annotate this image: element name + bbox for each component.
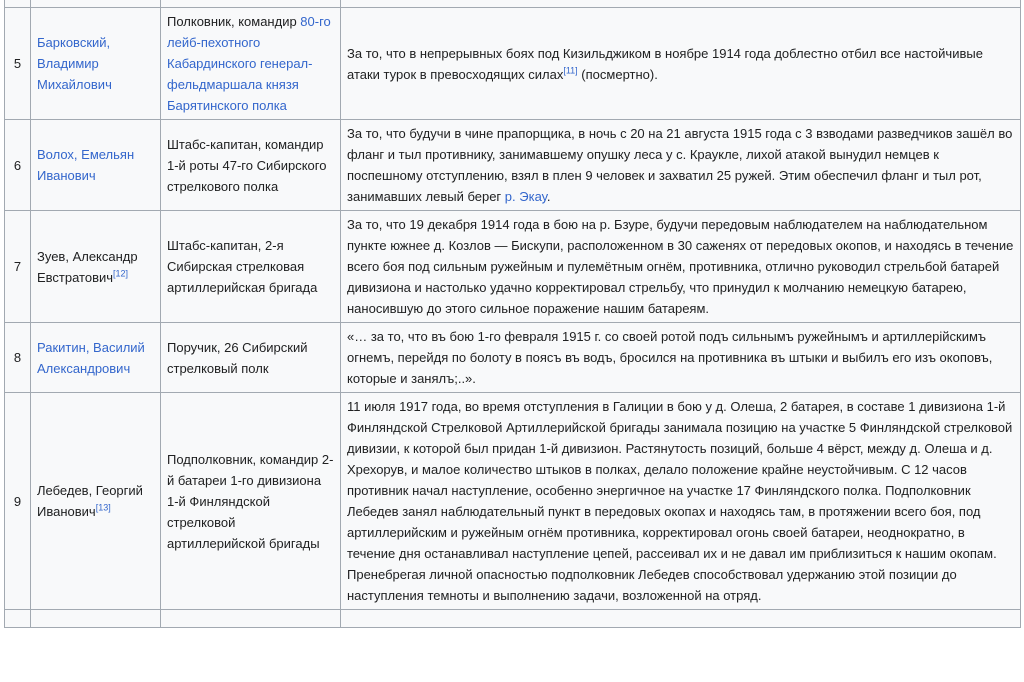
table-row	[5, 323, 1021, 393]
award-reason-cell	[341, 393, 1021, 610]
award-text: 11 июля 1917 года, во время отступления в Галиции в бою у д. Олеша, 2 батарея, в составе 1 дивизиона 1-й Финляндской Стрелковой Артиллерийской бригады занимала позицию на участке 5 Финляндской стрелковой дивизии, к которой был придан 1-й дивизион. Растянутость позиций, больше 4 вёрст, между д. Олеша и д. Хрехорув, и малое количество штыков в полках, делало положение крайне неустойчивым. С 12 часов противник начал наступление, особенно энергичное на участке 17 Финляндского полка. Подполковник Лебедев занял наблюдательный пункт в передовых окопах и находясь там, в протяжении всего боя, под артиллерийским и ружейным огнём противника, корректировал огонь своей батареи, неоднократно, в течение дня останавливал наступление цепей, рассеивал их и не давал им приблизиться к нашим окопам. Пренебрегая личной опасностью подполковник Лебедев способствовал удержанию этой позиции до наступления темноты и выполнению задачи, возложенной на отряд.	[347, 399, 1013, 603]
person-name-cell	[31, 610, 161, 628]
award-text: За то, что будучи в чине прапорщика, в ночь с 20 на 21 августа 1915 года с 3 взводами разведчиков зашёл во фланг и тыл противнику, занимавшему опушку леса у с. Краукле, лихой атакой вынудил немцев к поспешному отступлению, взял в плен 9 человек и захватил 25 ружей. Этим обеспечил фланг и тыл рот, занимавших левый берег	[347, 126, 1013, 204]
rank-text: Полковник, командир	[167, 14, 301, 29]
rank-cell	[161, 393, 341, 610]
award-text: За то, что в непрерывных боях под Кизильджиком в ноябре 1914 года доблестно отбил все настойчивые атаки турок в превосходящих силах	[347, 45, 983, 82]
rank-text: Штабс-капитан, командир 1-й роты 47-го Сибирского стрелкового полка	[167, 136, 327, 194]
awards-table	[4, 0, 1021, 628]
river-link[interactable]: р. Экау	[504, 189, 547, 204]
person-name-cell	[31, 393, 161, 610]
person-name-link[interactable]: Волох, Емельян Иванович	[37, 147, 135, 183]
award-reason-cell	[341, 8, 1021, 120]
award-text: (посмертно).	[577, 66, 658, 82]
rank-cell	[161, 211, 341, 323]
row-number: 5	[5, 8, 31, 120]
reference-link[interactable]: [13]	[95, 502, 111, 513]
person-name-cell	[31, 0, 161, 8]
rank-cell	[161, 8, 341, 120]
person-name-link[interactable]: Ракитин, Василий Александрович	[37, 339, 145, 376]
award-reason-cell	[341, 610, 1021, 628]
award-reason-cell	[341, 323, 1021, 393]
row-number: 9	[5, 393, 31, 610]
awards-table-body	[5, 0, 1021, 628]
person-name-cell[interactable]	[31, 323, 161, 393]
table-row	[5, 393, 1021, 610]
rank-text: Штабс-капитан, 2-я Сибирская стрелковая артиллерийская бригада	[167, 238, 318, 295]
person-name-cell[interactable]	[31, 120, 161, 211]
rank-cell	[161, 0, 341, 8]
award-reason-cell	[341, 0, 1021, 8]
row-number: 7	[5, 211, 31, 323]
reference-link[interactable]: [12]	[113, 268, 129, 279]
rank-cell	[161, 120, 341, 211]
rank-cell	[161, 610, 341, 628]
award-text: «… за то, что въ бою 1-го февраля 1915 г. со своей ротой подъ сильнымъ ружейнымъ и артиллерійскимъ огнемъ, перейдя по болоту в поясъ въ водъ, бросился на противника въ штыки и выбилъ его изъ окоповъ, которые и занялъ;..».	[347, 329, 993, 386]
award-text: .	[546, 189, 551, 204]
award-text: За то, что 19 декабря 1914 года в бою на р. Бзуре, будучи передовым наблюдателем на наблюдательном пункте южнее д. Козлов — Бискупи, расположенном в 30 саженях от передовых окопов, и находясь в течение всего боя под сильным ружейным и пулемётным огнём, противника, отлично руководил стрельбой батарей дивизиона и настолько удачно корректировал стрельбу, что принудил к молчанию немецкую батарею, наносившую до этого сильное поражение нашим батареям.	[347, 217, 1014, 316]
unit-link[interactable]: 80-го лейб-пехотного Кабардинского генерал-фельдмаршала князя Барятинского полка	[167, 14, 331, 113]
person-name-cell[interactable]	[31, 8, 161, 120]
table-row	[5, 8, 1021, 120]
rank-text: Поручик, 26 Сибирский стрелковый полк	[167, 339, 308, 376]
rank-text: Подполковник, командир 2-й батареи 1-го дивизиона 1-й Финляндской стрелковой артиллерийской бригады	[167, 451, 334, 551]
row-number	[5, 610, 31, 628]
person-name: Зуев, Александр Евстратович	[37, 248, 138, 285]
table-row	[5, 0, 1021, 8]
reference-link[interactable]: [11]	[563, 65, 578, 76]
table-row	[5, 610, 1021, 628]
table-row	[5, 120, 1021, 211]
person-name-link[interactable]: Барковский, Владимир Михайлович	[37, 35, 112, 92]
award-reason-cell	[341, 211, 1021, 323]
row-number: 8	[5, 323, 31, 393]
row-number	[5, 0, 31, 8]
person-name-cell	[31, 211, 161, 323]
table-row	[5, 211, 1021, 323]
rank-cell	[161, 323, 341, 393]
person-name: Лебедев, Георгий Иванович	[37, 483, 143, 519]
row-number: 6	[5, 120, 31, 211]
award-reason-cell	[341, 120, 1021, 211]
